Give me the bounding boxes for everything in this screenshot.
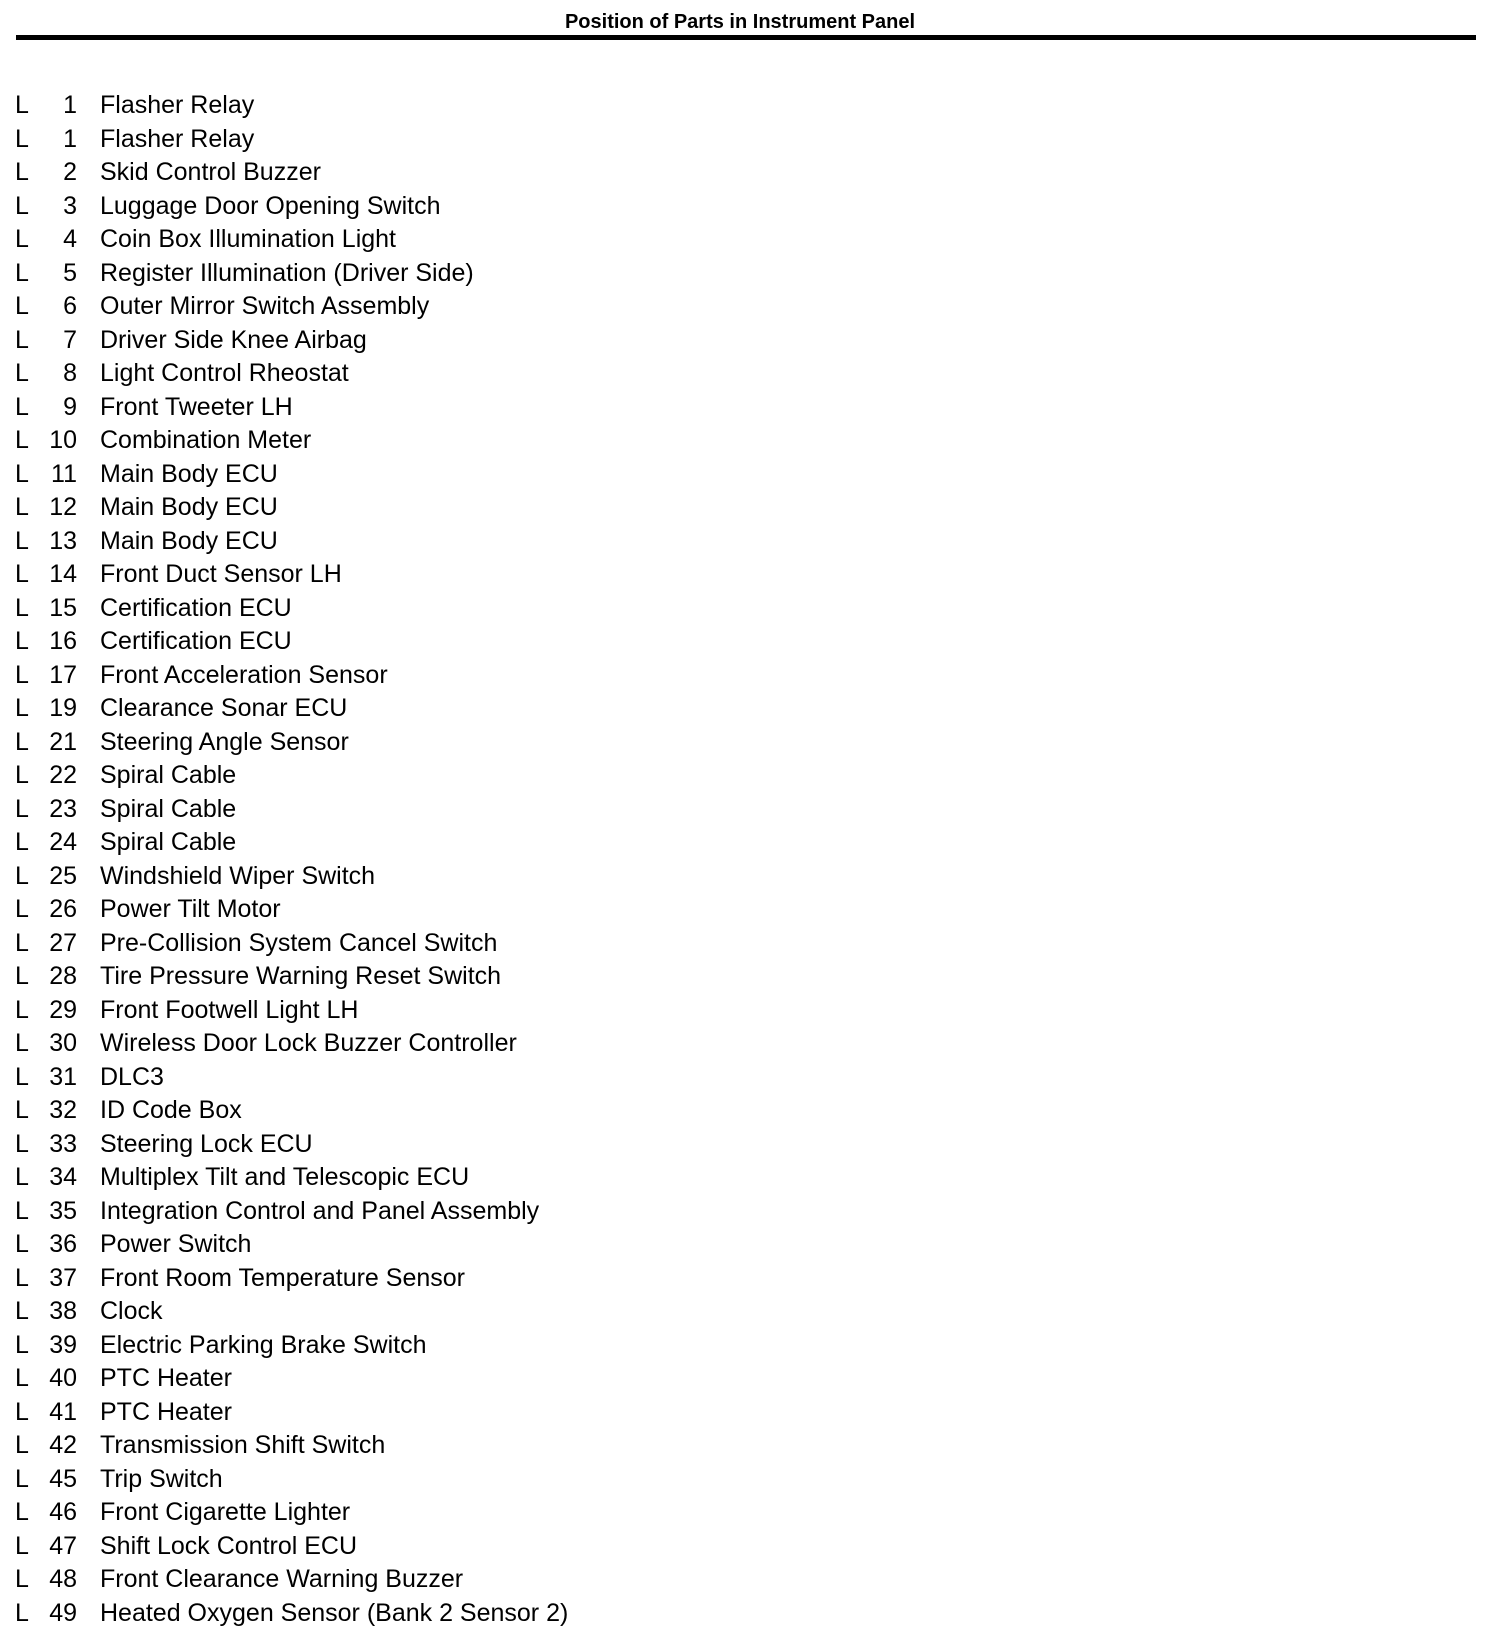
part-number: 19 [49, 694, 77, 722]
part-number: 12 [49, 493, 77, 521]
part-name: Front Room Temperature Sensor [100, 1263, 465, 1292]
part-location-code: L [15, 593, 29, 622]
part-number: 34 [49, 1163, 77, 1191]
part-number: 6 [63, 292, 77, 320]
part-location-code: L [15, 660, 29, 689]
part-name: Pre-Collision System Cancel Switch [100, 928, 498, 957]
part-name: Windshield Wiper Switch [100, 861, 376, 890]
part-name: Wireless Door Lock Buzzer Controller [100, 1029, 517, 1057]
part-location-code: L [15, 392, 29, 421]
part-row [0, 960, 900, 994]
part-row [0, 759, 900, 793]
part-row [0, 1262, 900, 1296]
part-name: Front Footwell Light LH [100, 995, 359, 1024]
part-location-code: L [15, 158, 29, 186]
part-row [0, 89, 900, 123]
part-row [0, 324, 900, 358]
part-row [0, 1061, 900, 1095]
part-name: Main Body ECU [100, 493, 278, 521]
page-title: Position of Parts in Instrument Panel [564, 11, 916, 33]
part-row [0, 558, 900, 592]
part-number: 46 [49, 1498, 77, 1526]
part-number: 29 [49, 995, 77, 1024]
part-location-code: L [15, 1196, 29, 1225]
part-number: 1 [63, 124, 77, 153]
part-row [0, 1597, 900, 1631]
part-row [0, 1161, 900, 1195]
part-name: Transmission Shift Switch [100, 1431, 386, 1459]
part-location-code: L [15, 1062, 29, 1091]
part-name: Front Duct Sensor LH [100, 560, 342, 588]
part-location-code: L [15, 292, 29, 320]
part-name: Register Illumination (Driver Side) [100, 258, 474, 287]
part-row [0, 1496, 900, 1530]
part-number: 28 [49, 962, 77, 990]
part-name: Driver Side Knee Airbag [100, 325, 367, 354]
part-location-code: L [15, 258, 29, 287]
part-number: 38 [49, 1297, 77, 1325]
part-number: 30 [49, 1029, 77, 1057]
part-number: 9 [63, 392, 77, 421]
part-location-code: L [15, 1129, 29, 1158]
part-name: Power Tilt Motor [100, 895, 281, 923]
part-number: 11 [51, 459, 77, 488]
part-location-code: L [15, 124, 29, 153]
part-location-code: L [15, 895, 29, 923]
part-name: Tire Pressure Warning Reset Switch [100, 962, 502, 990]
part-name: Light Control Rheostat [100, 359, 349, 387]
part-row [0, 1329, 900, 1363]
part-location-code: L [15, 191, 29, 220]
part-row [0, 257, 900, 291]
part-name: Clearance Sonar ECU [100, 694, 348, 722]
part-location-code: L [15, 962, 29, 990]
part-row [0, 659, 900, 693]
part-name: Certification ECU [100, 627, 292, 655]
part-row [0, 1295, 900, 1329]
part-row [0, 726, 900, 760]
part-name: Flasher Relay [100, 124, 255, 153]
part-number: 31 [49, 1062, 77, 1091]
part-number: 25 [49, 861, 77, 890]
part-number: 15 [49, 593, 77, 622]
part-number: 16 [49, 627, 77, 655]
part-name: PTC Heater [100, 1397, 232, 1426]
part-name: Trip Switch [100, 1464, 223, 1493]
part-row [0, 458, 900, 492]
part-row [0, 357, 900, 391]
part-location-code: L [15, 1565, 29, 1593]
part-number: 40 [49, 1364, 77, 1392]
part-row [0, 793, 900, 827]
part-name: Steering Angle Sensor [100, 727, 349, 756]
part-location-code: L [15, 1598, 29, 1627]
part-row [0, 994, 900, 1028]
part-number: 27 [49, 928, 77, 957]
part-name: Spiral Cable [100, 828, 237, 856]
part-location-code: L [15, 359, 29, 387]
part-row [0, 692, 900, 726]
title-rule [16, 35, 1476, 40]
part-row [0, 592, 900, 626]
part-location-code: L [15, 1364, 29, 1392]
part-name: Main Body ECU [100, 526, 278, 555]
part-row [0, 391, 900, 425]
part-row [0, 1128, 900, 1162]
part-location-code: L [15, 627, 29, 655]
part-name: Front Clearance Warning Buzzer [100, 1565, 464, 1593]
part-number: 37 [49, 1263, 77, 1292]
part-name: Front Acceleration Sensor [100, 660, 388, 689]
part-number: 17 [49, 660, 77, 689]
part-name: Front Cigarette Lighter [100, 1498, 351, 1526]
part-location-code: L [15, 1263, 29, 1292]
part-number: 4 [63, 225, 77, 253]
part-row [0, 491, 900, 525]
part-number: 14 [49, 560, 77, 588]
part-name: Integration Control and Panel Assembly [100, 1196, 540, 1225]
part-location-code: L [15, 828, 29, 856]
part-location-code: L [15, 794, 29, 823]
part-number: 41 [49, 1397, 77, 1426]
part-row [0, 1027, 900, 1061]
parts-list [0, 89, 900, 1630]
part-number: 45 [49, 1464, 77, 1493]
part-location-code: L [15, 861, 29, 890]
part-location-code: L [15, 560, 29, 588]
part-name: Clock [100, 1297, 163, 1325]
part-row [0, 1463, 900, 1497]
part-row [0, 290, 900, 324]
part-number: 5 [63, 258, 77, 287]
part-location-code: L [15, 1096, 29, 1124]
part-row [0, 1429, 900, 1463]
part-name: Outer Mirror Switch Assembly [100, 292, 430, 320]
part-number: 10 [49, 426, 77, 454]
part-row [0, 625, 900, 659]
part-number: 47 [49, 1531, 77, 1560]
part-name: Front Tweeter LH [100, 392, 293, 421]
part-row [0, 424, 900, 458]
part-name: Spiral Cable [100, 794, 237, 823]
part-number: 7 [63, 325, 77, 354]
part-name: Power Switch [100, 1230, 252, 1258]
part-location-code: L [15, 1464, 29, 1493]
part-number: 2 [63, 158, 77, 186]
part-location-code: L [15, 91, 29, 119]
part-location-code: L [15, 1431, 29, 1459]
part-number: 36 [49, 1230, 77, 1258]
part-number: 35 [49, 1196, 77, 1225]
part-number: 8 [63, 359, 77, 387]
part-name: ID Code Box [100, 1096, 242, 1124]
part-location-code: L [15, 1230, 29, 1258]
part-row [0, 223, 900, 257]
part-location-code: L [15, 1029, 29, 1057]
part-location-code: L [15, 761, 29, 789]
part-name: PTC Heater [100, 1364, 232, 1392]
part-number: 1 [63, 91, 77, 119]
part-row [0, 826, 900, 860]
part-location-code: L [15, 225, 29, 253]
part-location-code: L [15, 1163, 29, 1191]
part-location-code: L [15, 995, 29, 1024]
part-row [0, 123, 900, 157]
part-row [0, 525, 900, 559]
part-location-code: L [15, 1297, 29, 1325]
part-name: Skid Control Buzzer [100, 158, 321, 186]
part-location-code: L [15, 459, 29, 488]
part-location-code: L [15, 426, 29, 454]
part-row [0, 1396, 900, 1430]
part-row [0, 190, 900, 224]
part-number: 26 [49, 895, 77, 923]
part-name: Multiplex Tilt and Telescopic ECU [100, 1163, 470, 1191]
part-row [0, 927, 900, 961]
part-name: Flasher Relay [100, 91, 255, 119]
part-location-code: L [15, 1498, 29, 1526]
part-name: Shift Lock Control ECU [100, 1531, 358, 1560]
part-number: 23 [49, 794, 77, 823]
part-name: DLC3 [100, 1062, 164, 1091]
part-row [0, 1530, 900, 1564]
part-name: Steering Lock ECU [100, 1129, 313, 1158]
part-row [0, 156, 900, 190]
part-location-code: L [15, 694, 29, 722]
part-number: 33 [49, 1129, 77, 1158]
part-number: 49 [49, 1598, 77, 1627]
part-name: Coin Box Illumination Light [100, 225, 396, 253]
part-name: Electric Parking Brake Switch [100, 1330, 427, 1359]
part-location-code: L [15, 1397, 29, 1426]
part-location-code: L [15, 526, 29, 555]
part-location-code: L [15, 493, 29, 521]
part-row [0, 1094, 900, 1128]
part-number: 21 [49, 727, 77, 756]
part-location-code: L [15, 325, 29, 354]
part-number: 22 [49, 761, 77, 789]
part-name: Combination Meter [100, 426, 312, 454]
part-location-code: L [15, 928, 29, 957]
part-name: Main Body ECU [100, 459, 278, 488]
part-row [0, 1228, 900, 1262]
part-row [0, 1195, 900, 1229]
part-location-code: L [15, 727, 29, 756]
part-name: Spiral Cable [100, 761, 237, 789]
part-row [0, 893, 900, 927]
part-number: 24 [49, 828, 77, 856]
part-row [0, 860, 900, 894]
part-row [0, 1362, 900, 1396]
part-name: Luggage Door Opening Switch [100, 191, 441, 220]
part-number: 42 [49, 1431, 77, 1459]
part-number: 13 [49, 526, 77, 555]
part-location-code: L [15, 1330, 29, 1359]
part-row [0, 1563, 900, 1597]
part-number: 48 [49, 1565, 77, 1593]
part-number: 3 [63, 191, 77, 220]
part-number: 32 [49, 1096, 77, 1124]
part-location-code: L [15, 1531, 29, 1560]
part-name: Heated Oxygen Sensor (Bank 2 Sensor 2) [100, 1598, 569, 1627]
part-name: Certification ECU [100, 593, 292, 622]
part-number: 39 [49, 1330, 77, 1359]
